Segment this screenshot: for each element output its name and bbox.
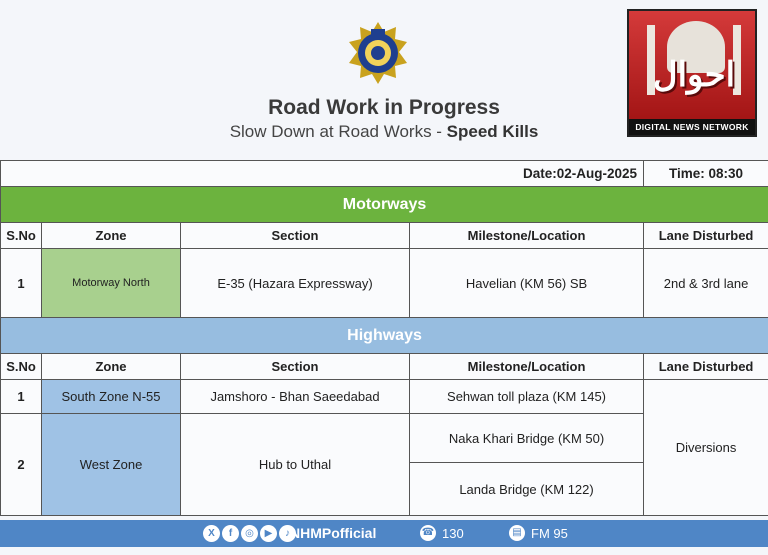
tiktok-icon[interactable]: ♪ (279, 525, 296, 542)
helpline-number: 130 (442, 525, 464, 541)
page-title: Road Work in Progress (268, 96, 500, 119)
radio-fm (509, 525, 568, 541)
road-work-table (0, 160, 768, 516)
radio-icon: ▤ (509, 525, 525, 541)
row-milestone: Havelian (KM 56) SB (410, 249, 644, 318)
row-section: Jamshoro - Bhan Saeedabad (181, 380, 410, 414)
phone-icon: ☎ (420, 525, 436, 541)
youtube-icon[interactable]: ▶ (260, 525, 277, 542)
col-milestone: Milestone/Location (410, 354, 644, 380)
motorways-header-row (1, 223, 768, 249)
motorways-band (1, 187, 768, 223)
col-lane: Lane Disturbed (644, 223, 768, 249)
highways-header-row (1, 354, 768, 380)
logo-urdu-text: احوال (652, 55, 736, 95)
social-handle[interactable]: NHMPofficial (290, 525, 377, 541)
date-time-row (1, 161, 768, 187)
instagram-icon[interactable]: ◎ (241, 525, 258, 542)
row-zone: South Zone N-55 (42, 380, 181, 414)
col-zone: Zone (42, 354, 181, 380)
facebook-icon[interactable]: f (222, 525, 239, 542)
table-row (1, 249, 768, 318)
highways-heading: Highways (1, 318, 768, 354)
row-zone: West Zone (42, 414, 181, 516)
col-section: Section (181, 354, 410, 380)
row-sno: 1 (1, 249, 42, 318)
highways-band (1, 318, 768, 354)
col-milestone: Milestone/Location (410, 223, 644, 249)
social-icons (203, 525, 296, 542)
row-section: Hub to Uthal (181, 414, 410, 516)
fm-frequency: FM 95 (531, 525, 568, 541)
helpline (420, 525, 464, 541)
subtitle-prefix: Slow Down at Road Works - (229, 122, 447, 141)
row-milestone: Sehwan toll plaza (KM 145) (410, 380, 644, 414)
digital-news-network-logo (627, 9, 757, 137)
col-zone: Zone (42, 223, 181, 249)
nhmp-emblem-icon (347, 22, 409, 88)
date-cell: Date:02-Aug-2025 (1, 161, 644, 187)
col-section: Section (181, 223, 410, 249)
x-icon[interactable]: X (203, 525, 220, 542)
row-lane: Diversions (644, 380, 768, 516)
footer-bar (0, 520, 768, 547)
row-milestone: Naka Khari Bridge (KM 50) (410, 414, 644, 463)
subtitle-emphasis: Speed Kills (446, 122, 539, 141)
table-row (1, 380, 768, 414)
motorways-heading: Motorways (1, 187, 768, 223)
row-sno: 1 (1, 380, 42, 414)
col-lane: Lane Disturbed (644, 354, 768, 380)
row-sno: 2 (1, 414, 42, 516)
col-sno: S.No (1, 223, 42, 249)
row-milestone: Landa Bridge (KM 122) (410, 463, 644, 516)
time-cell: Time: 08:30 (644, 161, 768, 187)
row-lane: 2nd & 3rd lane (644, 249, 768, 318)
row-zone: Motorway North (42, 249, 181, 318)
bottom-strip (0, 547, 768, 555)
header (0, 0, 768, 158)
row-section: E-35 (Hazara Expressway) (181, 249, 410, 318)
logo-banner: DIGITAL NEWS NETWORK (629, 119, 755, 135)
col-sno: S.No (1, 354, 42, 380)
